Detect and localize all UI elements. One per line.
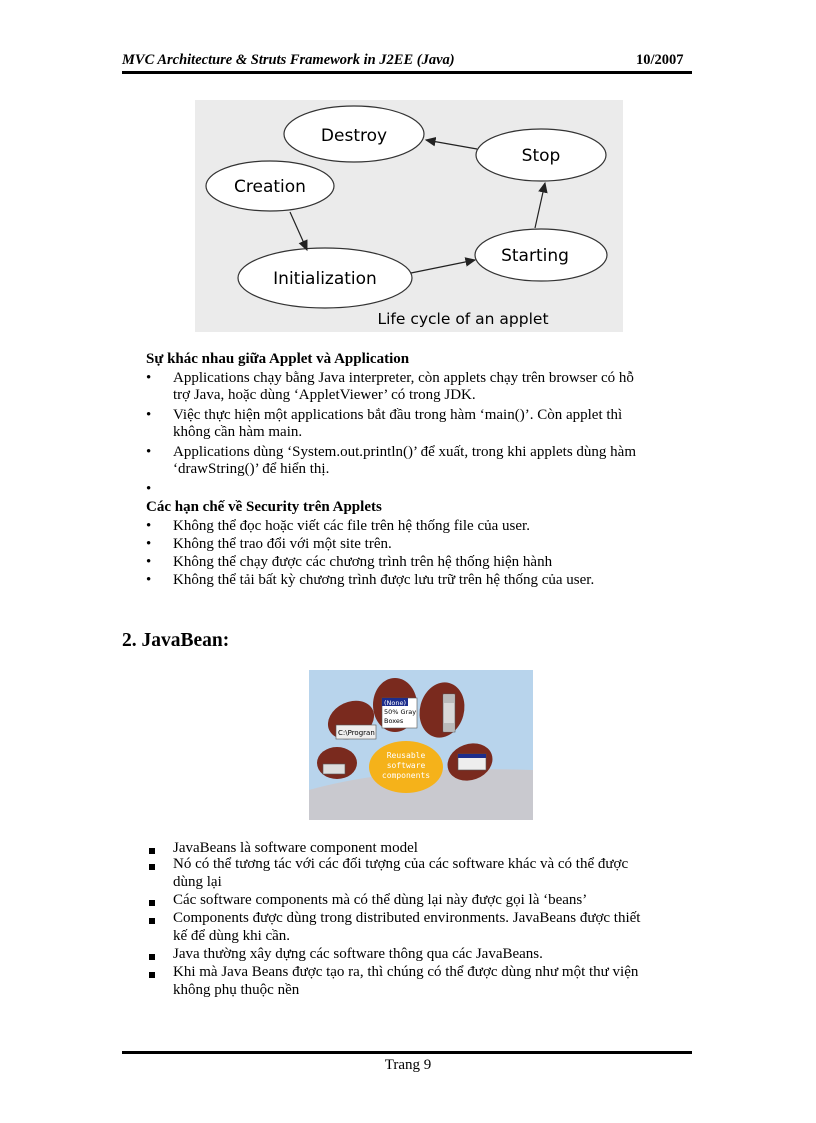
square-bullet [149, 848, 155, 854]
core-label-reusable: Reusable [386, 751, 426, 760]
bullet-text: Không thể trao đổi với một site trên. [173, 536, 392, 552]
initialization-label: Initialization [273, 269, 377, 289]
header-date: 10/2007 [636, 52, 684, 68]
bullet-text-continued: kế để dùng khi cần. [173, 928, 291, 944]
listbox-item-gray: 50% Gray [384, 708, 417, 716]
bullet-text: Không thể tải bất kỳ chương trình được lưu trữ trên hệ thống của user. [173, 572, 595, 588]
arrow-starting-to-stop [535, 183, 545, 228]
bullet-text: Nó có thể tương tác với các đối tượng của các software khác và có thể được [173, 856, 629, 872]
bullet-text: Các software components mà có thể dùng lại này được gọi là ‘beans’ [173, 892, 588, 908]
header-rule [122, 71, 692, 74]
bullet-text-continued: ‘drawString()’ để hiển thị. [173, 461, 330, 477]
diagram-caption: Life cycle of an applet [377, 310, 549, 328]
header-title: MVC Architecture & Struts Framework in J2EE (Java) [122, 52, 455, 68]
toggle-widget [323, 764, 345, 774]
bullet-mark: • [146, 407, 152, 423]
bullet-mark: • [146, 518, 152, 534]
arrow-creation-to-init [290, 212, 307, 250]
section-heading-javabean: 2. JavaBean: [122, 630, 230, 651]
bullet-mark: • [146, 572, 152, 588]
core-label-components: components [381, 771, 431, 780]
bullet-text: Không thể chạy được các chương trình trên hệ thống hiện hành [173, 554, 553, 570]
section-title-applet-security: Các hạn chế về Security trên Applets [146, 499, 382, 515]
bullet-mark: • [146, 536, 152, 552]
stop-label: Stop [521, 146, 561, 166]
arrow-init-to-starting [411, 260, 475, 273]
bullet-text: Components được dùng trong distributed environments. JavaBeans được thiết [173, 910, 641, 926]
bullet-text: Việc thực hiện một applications bắt đầu trong hàm ‘main()’. Còn applet thì [173, 407, 623, 423]
square-bullet [149, 918, 155, 924]
bullet-mark: • [146, 554, 152, 570]
bullet-text-continued: trợ Java, hoặc dùng ‘AppletViewer’ có trong JDK. [173, 387, 476, 403]
bullet-text: Applications chạy bằng Java interpreter, còn applets chạy trên browser có hỗ [173, 370, 634, 386]
bullet-text-continued: không phụ thuộc nền [173, 982, 300, 998]
bullet-mark: • [146, 444, 152, 460]
bullet-text-continued: không cần hàm main. [173, 424, 303, 440]
square-bullet [149, 972, 155, 978]
square-bullet [149, 864, 155, 870]
bullet-text: Java thường xây dựng các software thông qua các JavaBeans. [173, 946, 543, 962]
footer-rule [122, 1051, 692, 1054]
core-label-software: software [386, 761, 426, 770]
path-field-text: C:\Progran [338, 729, 375, 737]
applet-lifecycle-diagram [195, 100, 623, 332]
bullet-text: Không thể đọc hoặc viết các file trên hệ thống file của user. [173, 518, 530, 534]
javabeans-illustration [309, 670, 533, 820]
arrow-stop-to-destroy [426, 140, 477, 149]
destroy-label: Destroy [320, 126, 388, 146]
listbox-item-boxes: Boxes [384, 717, 404, 725]
bullet-text: JavaBeans là software component model [173, 840, 418, 856]
bullet-text-continued: dùng lại [173, 874, 222, 890]
section-title-applet-vs-application: Sự khác nhau giữa Applet và Application [146, 351, 410, 367]
empty-bullet-mark: • [146, 481, 152, 497]
bullet-mark: • [146, 370, 152, 386]
square-bullet [149, 900, 155, 906]
square-bullet [149, 954, 155, 960]
bullet-text: Khi mà Java Beans được tạo ra, thì chúng có thể được dùng như một thư viện [173, 964, 639, 980]
creation-label: Creation [234, 177, 306, 197]
starting-label: Starting [501, 246, 569, 266]
listbox-item-none: (None) [384, 699, 407, 707]
page-number: Trang 9 [384, 1057, 432, 1073]
bullet-text: Applications dùng ‘System.out.println()’ để xuất, trong khi applets dùng hàm [173, 444, 636, 460]
